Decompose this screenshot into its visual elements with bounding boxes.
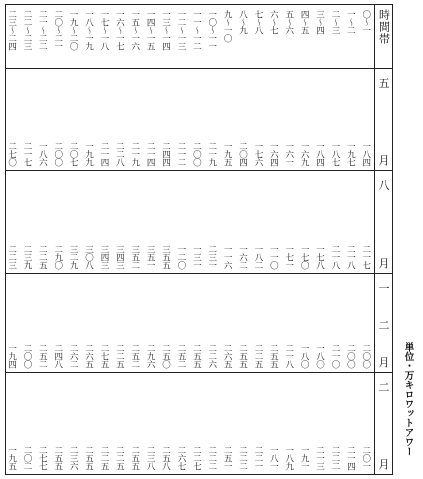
value-cell: 一九九: [83, 142, 94, 166]
value-cell: 二二二: [206, 446, 217, 470]
value-cell: 二三六: [68, 446, 79, 470]
value-cell: 二二七: [191, 446, 202, 470]
value-cell: 二〇〇: [21, 344, 32, 368]
value-cell: 一七一: [283, 245, 294, 269]
value-cell: 一一〇: [268, 245, 279, 269]
month-label: 五 月: [378, 77, 390, 167]
time-slot-header: 六〜七: [268, 10, 279, 34]
value-cell: 二一四: [98, 142, 109, 166]
value-cell: 一九五: [222, 142, 233, 166]
value-cell: 二一七: [21, 142, 32, 166]
value-cell: 二五五: [191, 344, 202, 368]
time-slot-header: 一一〜一二: [191, 10, 202, 50]
load-table: [5, 4, 393, 475]
time-slot-header: 四〜五: [299, 10, 310, 34]
value-cell: 二二五: [98, 446, 109, 470]
value-cell: 二二二: [237, 446, 248, 470]
value-cell: 二七五: [98, 344, 109, 368]
value-cell: 二二五: [114, 344, 125, 368]
time-slot-header: 一六〜一七: [114, 10, 125, 50]
time-slot-header: 一八〜一九: [83, 10, 94, 50]
value-cell: 二五二: [175, 344, 186, 368]
value-cell: 二一八: [345, 245, 356, 269]
value-cell: 二二三: [6, 245, 17, 269]
value-cell: 二六五: [222, 344, 233, 368]
value-cell: 二一四: [345, 446, 356, 470]
value-cell: 二六七: [175, 446, 186, 470]
time-slot-header: 一九〜二〇: [68, 10, 79, 50]
row-divider: [6, 273, 392, 274]
time-slot-header: 一七〜一八: [98, 10, 109, 50]
value-cell: 二一八: [283, 344, 294, 368]
value-cell: 二六二: [68, 344, 79, 368]
value-cell: 一八六: [37, 142, 48, 166]
value-cell: 二〇七: [68, 142, 79, 166]
value-cell: 一六九: [299, 142, 310, 166]
value-cell: 二四八: [52, 344, 63, 368]
value-cell: 二五五: [52, 446, 63, 470]
value-cell: 一八二: [252, 245, 263, 269]
value-cell: 二九〇: [52, 245, 63, 269]
value-cell: 二一九: [206, 142, 217, 166]
value-cell: 一三一: [191, 245, 202, 269]
value-cell: 一九五: [6, 446, 17, 470]
value-cell: 二一〇: [329, 344, 340, 368]
value-cell: 二五五: [237, 344, 248, 368]
value-cell: 二一四: [145, 142, 156, 166]
value-cell: 一八〇: [299, 344, 310, 368]
value-cell: 二七〇: [6, 142, 17, 166]
value-cell: 一九七: [345, 142, 356, 166]
value-cell: 一七〇: [299, 245, 310, 269]
value-cell: 二五二: [37, 344, 48, 368]
time-slot-header: 一五〜一六: [129, 10, 140, 50]
value-cell: 二二五: [252, 344, 263, 368]
value-cell: 二〇二: [21, 446, 32, 470]
value-cell: 二七七: [37, 446, 48, 470]
value-cell: 一六一: [283, 142, 294, 166]
value-cell: 二三八: [145, 446, 156, 470]
time-slot-header: 二二〜二三: [21, 10, 32, 50]
value-cell: 三四三: [98, 245, 109, 269]
time-slot-header: 九〜一〇: [222, 10, 233, 42]
value-cell: 二三一: [206, 245, 217, 269]
time-slot-header: 三〜四: [314, 10, 325, 34]
value-cell: 二四四: [160, 142, 171, 166]
value-cell: 一八一: [268, 446, 279, 470]
value-cell: 三五二: [129, 245, 140, 269]
value-cell: 二五二: [129, 344, 140, 368]
value-cell: 二六五: [83, 344, 94, 368]
value-cell: 一七六: [252, 142, 263, 166]
time-slot-header: 一三〜一四: [160, 10, 171, 50]
value-cell: 二二五: [114, 446, 125, 470]
value-cell: 一八〇: [314, 344, 325, 368]
unit-note: 単位・万キロワットアワー: [402, 342, 414, 456]
value-cell: 三四三: [114, 245, 125, 269]
value-cell: 二五一: [222, 446, 233, 470]
value-cell: 二五五: [129, 446, 140, 470]
time-slot-header: 七〜八: [252, 10, 263, 34]
value-cell: 二一七: [360, 245, 371, 269]
value-cell: 一九一: [299, 446, 310, 470]
month-label: 二 月: [378, 381, 390, 471]
value-cell: 一八四: [314, 142, 325, 166]
value-cell: 二五五: [268, 344, 279, 368]
value-cell: 二一八: [329, 245, 340, 269]
time-slot-header: 二〜三: [329, 10, 340, 34]
time-slot-header: 二三〜二四: [6, 10, 17, 50]
value-cell: 三二九: [68, 245, 79, 269]
row-divider: [6, 372, 392, 373]
row-divider: [6, 170, 392, 171]
value-cell: 一八九: [283, 446, 294, 470]
value-cell: 二〇〇: [191, 142, 202, 166]
value-cell: 二二二: [329, 446, 340, 470]
time-slot-header: 〇〜一: [360, 10, 371, 34]
value-cell: 二一二: [175, 142, 186, 166]
row-divider: [6, 68, 392, 69]
time-slot-header: 一四〜一五: [145, 10, 156, 50]
time-slot-header: 八〜九: [237, 10, 248, 34]
value-cell: 一八四: [360, 142, 371, 166]
value-cell: 二一三: [314, 446, 325, 470]
value-cell: 二九六: [145, 344, 156, 368]
value-cell: 二〇〇: [345, 344, 356, 368]
value-cell: 三五一: [145, 245, 156, 269]
time-slot-header: 一二〜一三: [175, 10, 186, 50]
value-cell: 二〇四: [237, 142, 248, 166]
value-cell: 二二五: [37, 245, 48, 269]
value-cell: 一二〇: [175, 245, 186, 269]
value-cell: 二五八: [160, 446, 171, 470]
value-cell: 二二八: [114, 142, 125, 166]
month-label: 八 月: [378, 179, 390, 270]
value-cell: 二〇〇: [52, 142, 63, 166]
time-slot-header: 一〇〜一一: [206, 10, 217, 50]
value-cell: 二〇一: [360, 446, 371, 470]
month-label: 一 二 月: [378, 282, 390, 369]
time-slot-header: 二〇〜二一: [52, 10, 63, 50]
value-cell: 一九四: [6, 344, 17, 368]
value-cell: 二五五: [83, 446, 94, 470]
value-cell: 二二六: [206, 344, 217, 368]
value-cell: 二二一: [252, 446, 263, 470]
time-slot-header: 二一〜二二: [37, 10, 48, 50]
value-cell: 一七八: [314, 245, 325, 269]
time-slot-header: 五〜六: [283, 10, 294, 34]
value-cell: 一六二: [237, 245, 248, 269]
header-title: 時間帯: [377, 9, 391, 45]
value-cell: 三〇八: [83, 245, 94, 269]
value-cell: 一六四: [268, 142, 279, 166]
value-cell: 一一六: [222, 245, 233, 269]
value-cell: 二一九: [129, 142, 140, 166]
value-cell: 二〇〇: [360, 344, 371, 368]
value-cell: 二五〇: [160, 344, 171, 368]
value-cell: 二三九: [21, 245, 32, 269]
value-cell: 三五五: [160, 245, 171, 269]
value-cell: 一八七: [329, 142, 340, 166]
time-slot-header: 一〜二: [345, 10, 356, 34]
